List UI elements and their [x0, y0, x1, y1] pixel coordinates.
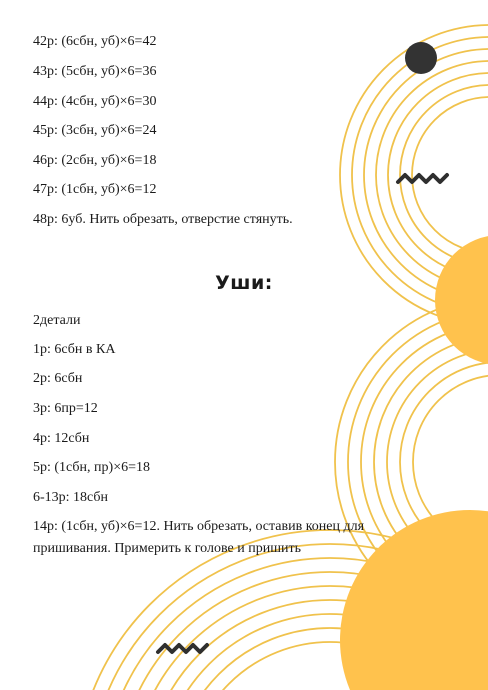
ears-row-4: 4р: 12сбн	[33, 431, 90, 446]
row-44: 44р: (4сбн, уб)×6=30	[33, 94, 157, 109]
row-45: 45р: (3сбн, уб)×6=24	[33, 123, 157, 138]
ears-heading: Уши:	[215, 272, 273, 294]
ears-row-2: 2р: 6сбн	[33, 371, 83, 386]
ears-row-1: 1р: 6сбн в КА	[33, 342, 116, 357]
row-46: 46р: (2сбн, уб)×6=18	[33, 153, 157, 168]
row-47: 47р: (1сбн, уб)×6=12	[33, 182, 157, 197]
dark-dot	[405, 42, 437, 74]
ears-row-3: 3р: 6пр=12	[33, 401, 98, 416]
ears-row-5: 5р: (1сбн, пр)×6=18	[33, 460, 150, 475]
squiggle-top	[398, 175, 447, 182]
ears-parts-count: 2детали	[33, 313, 81, 328]
row-43: 43р: (5сбн, уб)×6=36	[33, 64, 157, 79]
orange-disc-middle	[435, 235, 488, 365]
ears-row-14: 14р: (1сбн, уб)×6=12. Нить обрезать, оставив конец для пришивания. Примерить к голове и пришить	[33, 519, 365, 556]
ears-row-6-13: 6-13р: 18сбн	[33, 490, 109, 505]
row-42: 42р: (6сбн, уб)×6=42	[33, 34, 157, 49]
row-48: 48р: 6уб. Нить обрезать, отверстие стянуть.	[33, 212, 293, 227]
